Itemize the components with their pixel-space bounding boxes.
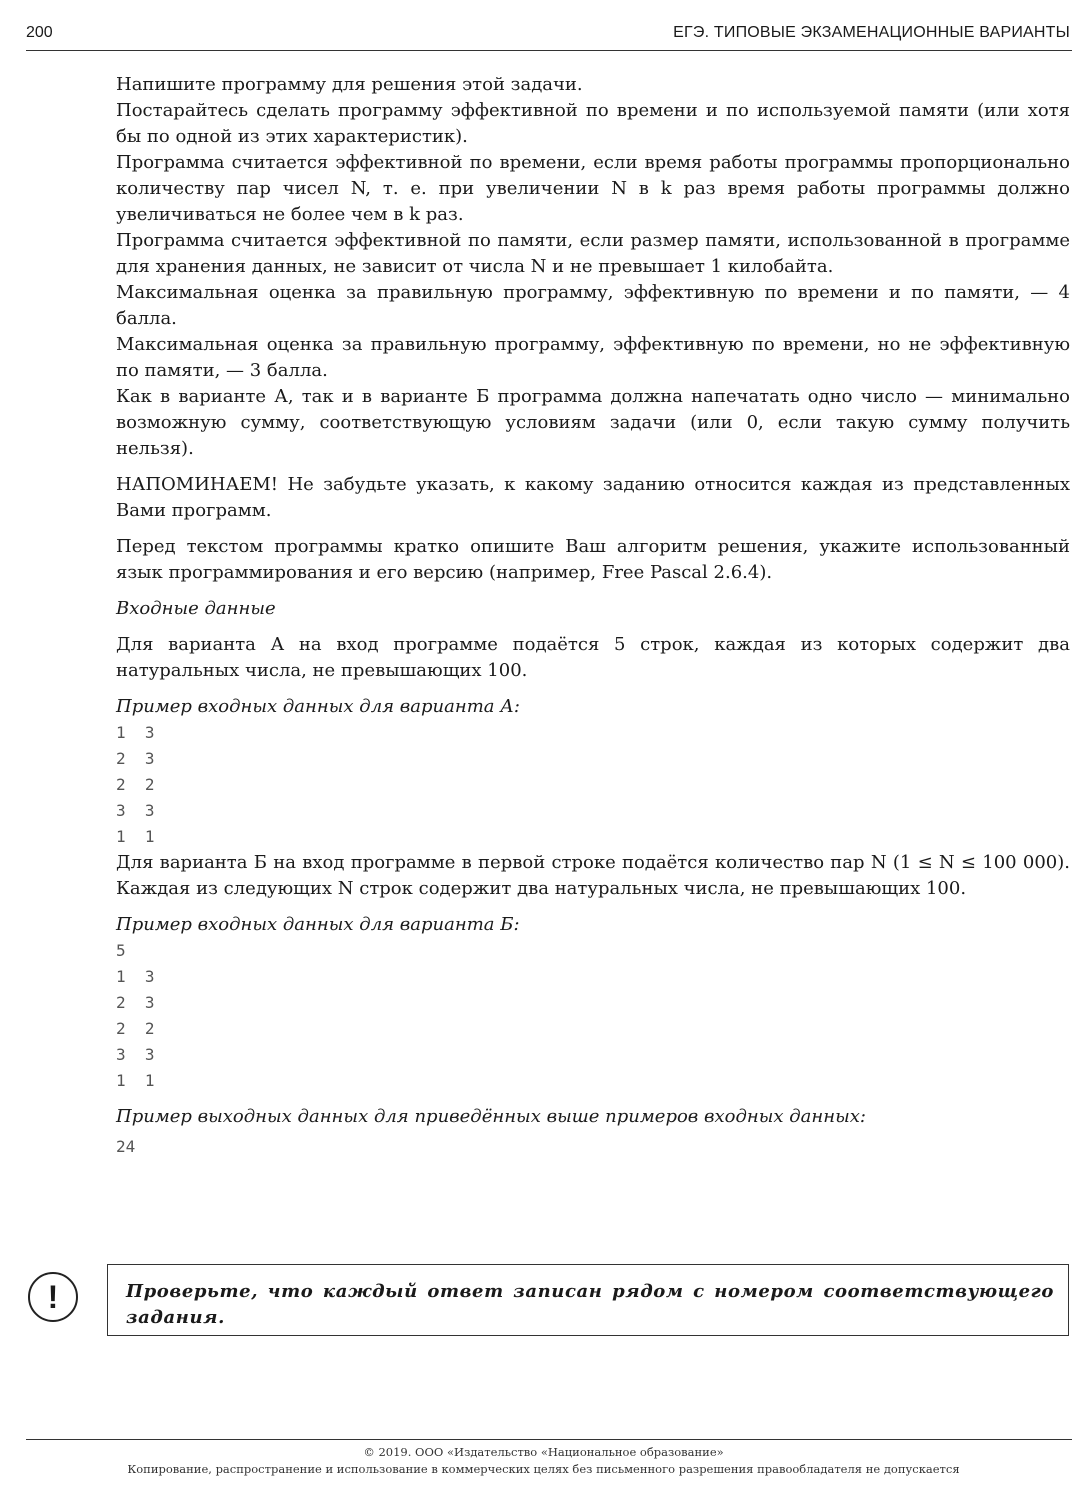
example-line: 3 3 — [116, 1045, 155, 1064]
copyright-line: © 2019. ООО «Издательство «Национальное образование» — [363, 1445, 724, 1459]
exclamation-icon: ! — [28, 1272, 78, 1322]
example-b-heading: Пример входных данных для варианта Б: — [116, 914, 520, 935]
example-line: 2 2 — [116, 1019, 155, 1038]
paragraph: Постарайтесь сделать программу эффективной по времени и по используемой памяти (или хотя бы по одной из этих характеристик). — [116, 100, 1070, 147]
example-line: 3 3 — [116, 801, 155, 820]
footer-divider — [26, 1439, 1072, 1440]
paragraph: Максимальная оценка за правильную программу, эффективную по времени и по памяти, — 4 балла. — [116, 282, 1070, 329]
example-line: 2 3 — [116, 749, 155, 768]
page-header — [26, 22, 1072, 51]
reminder-paragraph: НАПОМИНАЕМ! Не забудьте указать, к какому заданию относится каждая из представленных Вами программ. — [116, 474, 1070, 521]
input-b-description: Для варианта Б на вход программе в первой строке подаётся количество пар N (1 ≤ N ≤ 100 000). Каждая из следующих N строк содержит два натуральных числа, не превышающих 100. — [116, 852, 1070, 899]
paragraph: Перед текстом программы кратко опишите Ваш алгоритм решения, укажите использованный язык программирования и его версию (например, Free Pascal 2.6.4). — [116, 536, 1070, 583]
example-a-block — [116, 720, 1070, 850]
paragraph: Максимальная оценка за правильную программу, эффективную по времени, но не эффективную по памяти, — 3 балла. — [116, 334, 1070, 381]
example-a-heading: Пример входных данных для варианта А: — [116, 696, 520, 717]
reminder-text: Проверьте, что каждый ответ записан рядом с номером соответствующего задания. — [126, 1281, 1054, 1328]
paragraph: Как в варианте А, так и в варианте Б программа должна напечатать одно число — минимально возможную сумму, соответствующую условиям задачи (или 0, если такую сумму получить нельзя). — [116, 386, 1070, 459]
example-b-block — [116, 938, 1070, 1094]
example-line: 1 1 — [116, 827, 155, 846]
example-line: 1 3 — [116, 723, 155, 742]
copyright-notice: Копирование, распространение и использование в коммерческих целях без письменного разрешения правообладателя не допускается — [127, 1462, 960, 1476]
reminder-box — [107, 1264, 1069, 1336]
example-line: 2 2 — [116, 775, 155, 794]
page-number: 200 — [26, 24, 53, 41]
output-value: 24 — [116, 1137, 136, 1156]
paragraph: Программа считается эффективной по памяти, если размер памяти, использованной в программе для хранения данных, не зависит от числа N и не превышает 1 килобайта. — [116, 230, 1070, 277]
example-line: 2 3 — [116, 993, 155, 1012]
output-heading: Пример выходных данных для приведённых выше примеров входных данных: — [116, 1106, 866, 1127]
paragraph: Программа считается эффективной по времени, если время работы программы пропорционально количеству пар чисел N, т. е. при увеличении N в k раз время работы программы должно увеличиваться не более чем в k раз. — [116, 152, 1070, 225]
paragraph: Напишите программу для решения этой задачи. — [116, 74, 583, 95]
running-title: ЕГЭ. ТИПОВЫЕ ЭКЗАМЕНАЦИОННЫЕ ВАРИАНТЫ — [673, 24, 1070, 41]
example-line: 5 — [116, 941, 126, 960]
input-heading: Входные данные — [116, 598, 276, 619]
page-body — [116, 72, 1070, 1160]
example-line: 1 1 — [116, 1071, 155, 1090]
input-a-description: Для варианта А на вход программе подаётся 5 строк, каждая из которых содержит два натуральных числа, не превышающих 100. — [116, 634, 1070, 681]
example-line: 1 3 — [116, 967, 155, 986]
